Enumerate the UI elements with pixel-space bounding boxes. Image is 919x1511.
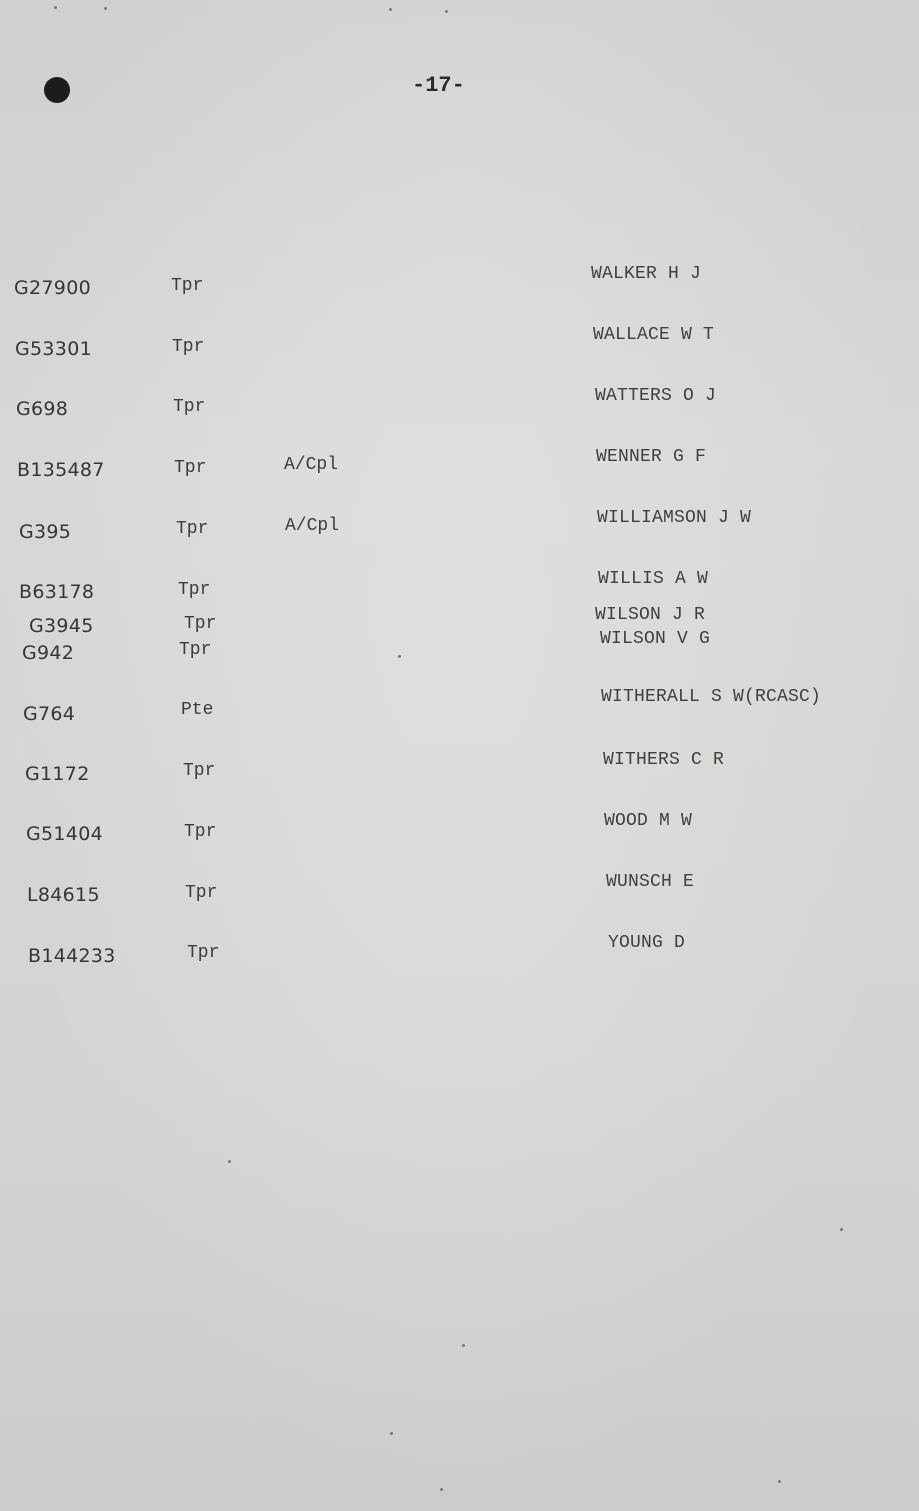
service-number: G764 xyxy=(23,703,76,725)
service-number: B135487 xyxy=(17,459,105,481)
rank: Tpr xyxy=(178,580,211,600)
rank: Tpr xyxy=(184,614,217,634)
soldier-name: WUNSCH E xyxy=(606,872,695,892)
soldier-name: WALLACE W T xyxy=(593,325,715,345)
rank: Pte xyxy=(181,700,214,720)
soldier-name: WILSON J R xyxy=(595,605,706,625)
rank: Tpr xyxy=(184,822,217,842)
service-number: G395 xyxy=(19,521,72,543)
soldier-name: WITHERALL S W(RCASC) xyxy=(601,687,822,707)
rank: Tpr xyxy=(185,883,218,903)
service-number: G942 xyxy=(22,642,75,664)
rank: Tpr xyxy=(173,397,206,417)
service-number: G1172 xyxy=(25,763,90,785)
service-number: G53301 xyxy=(15,338,92,360)
service-number: G51404 xyxy=(26,823,103,845)
soldier-name: WENNER G F xyxy=(596,447,707,467)
service-number: G698 xyxy=(16,398,69,420)
rank: Tpr xyxy=(183,761,216,781)
soldier-name: WILSON V G xyxy=(600,629,711,649)
service-number: B63178 xyxy=(19,581,95,603)
soldier-name: WILLIAMSON J W xyxy=(597,508,752,528)
rank: Tpr xyxy=(172,337,205,357)
service-number: L84615 xyxy=(27,884,100,906)
soldier-name: YOUNG D xyxy=(608,933,686,953)
service-number: G3945 xyxy=(29,615,94,637)
soldier-name: WALKER H J xyxy=(591,264,702,284)
soldier-name: WATTERS O J xyxy=(595,386,717,406)
acting-rank: A/Cpl xyxy=(284,455,339,475)
service-number: G27900 xyxy=(14,277,91,299)
page-number: -17- xyxy=(412,73,465,98)
rank: Tpr xyxy=(174,458,207,478)
acting-rank: A/Cpl xyxy=(285,516,340,536)
soldier-name: WILLIS A W xyxy=(598,569,709,589)
service-number: B144233 xyxy=(28,945,116,967)
soldier-name: WOOD M W xyxy=(604,811,693,831)
rank: Tpr xyxy=(171,276,204,296)
rank: Tpr xyxy=(176,519,209,539)
soldier-name: WITHERS C R xyxy=(603,750,725,770)
rank: Tpr xyxy=(187,943,220,963)
rank: Tpr xyxy=(179,640,212,660)
